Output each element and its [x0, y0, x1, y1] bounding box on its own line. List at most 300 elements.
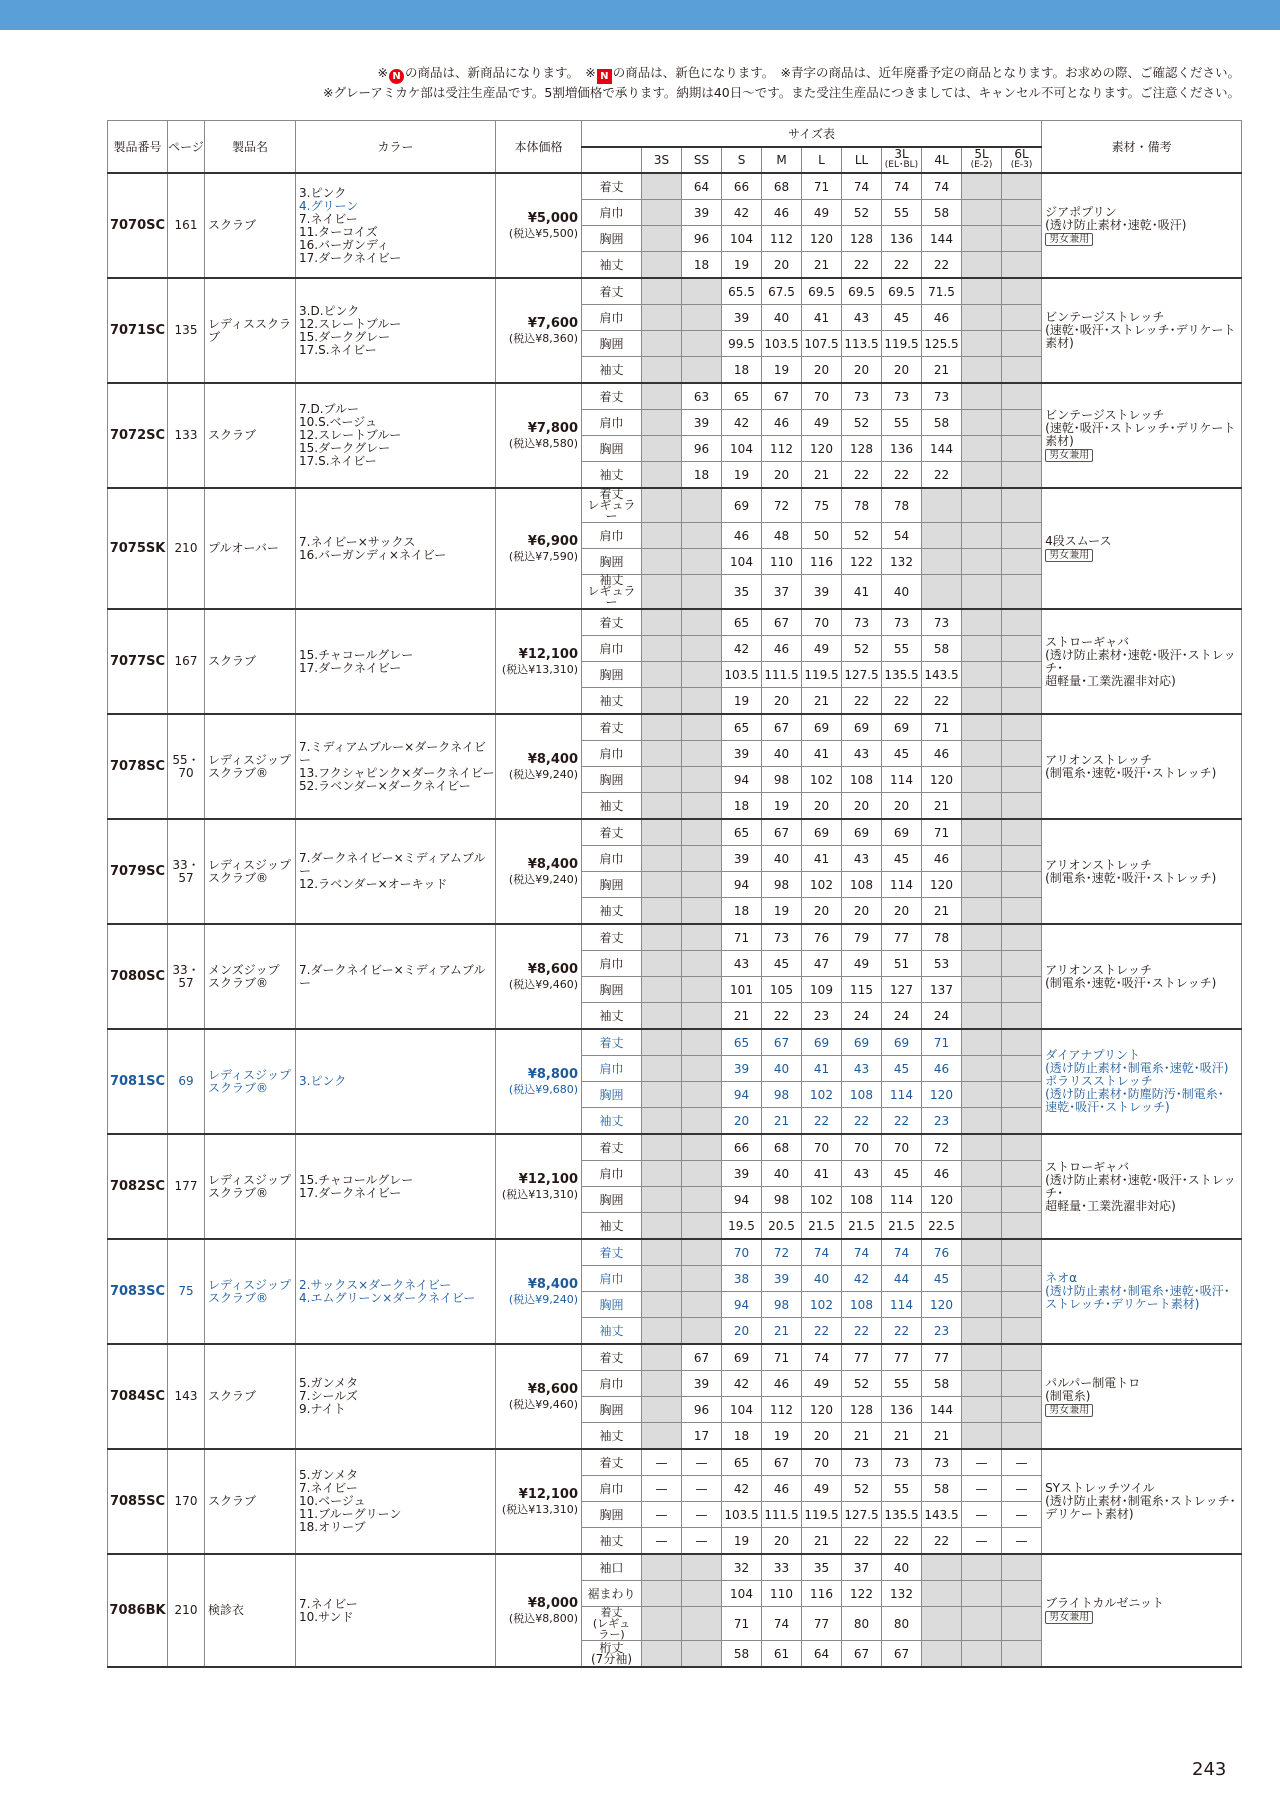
- size-value: [682, 1239, 722, 1266]
- price-tax-included: (税込¥9,240): [508, 767, 578, 781]
- measure-label: 袖丈: [582, 462, 642, 489]
- size-value: [1002, 741, 1042, 767]
- size-value: 98: [762, 767, 802, 793]
- product-code: 7083SC: [108, 1239, 168, 1344]
- size-value: 102: [802, 767, 842, 793]
- color-option: 17.ダークネイビー: [299, 250, 402, 265]
- measure-label: 胸囲: [582, 1502, 642, 1528]
- size-value: 22: [922, 252, 962, 279]
- material-line: 速乾･吸汗･ストレッチ): [1045, 1100, 1170, 1114]
- size-value: 55: [882, 636, 922, 662]
- size-value: 39: [722, 1161, 762, 1187]
- measure-label: 着丈: [582, 1239, 642, 1266]
- color-option: 7.ネイビー: [299, 1481, 358, 1495]
- price-tax-included: (税込¥9,460): [508, 977, 578, 991]
- size-value: 71: [802, 173, 842, 200]
- measure-label: 袖丈: [582, 1003, 642, 1030]
- size-value: [1002, 872, 1042, 898]
- size-value: 111.5: [762, 662, 802, 688]
- size-value: 22: [882, 1108, 922, 1135]
- size-value: 18: [722, 1423, 762, 1450]
- size-value: 74: [802, 1239, 842, 1266]
- size-value: 102: [802, 1082, 842, 1108]
- size-value: [682, 898, 722, 925]
- size-value: 74: [802, 1344, 842, 1371]
- size-value: 18: [682, 462, 722, 489]
- size-value: 49: [802, 1371, 842, 1397]
- size-value: 69: [802, 714, 842, 741]
- header-size-3s: [642, 147, 682, 173]
- size-value: 80: [882, 1607, 922, 1641]
- size-value: [962, 1344, 1002, 1371]
- size-value: [1002, 173, 1042, 200]
- color-option: 11.ブルーグリーン: [299, 1507, 402, 1521]
- size-value: 21: [762, 1318, 802, 1345]
- size-value: [962, 872, 1002, 898]
- measure-label: 着丈: [582, 714, 642, 741]
- product-colors: [296, 1449, 496, 1554]
- size-value: 21: [922, 1423, 962, 1450]
- size-value: [642, 305, 682, 331]
- size-value: [962, 488, 1002, 523]
- size-value: 49: [802, 200, 842, 226]
- size-value: 43: [842, 1161, 882, 1187]
- size-value: 22: [882, 1528, 922, 1555]
- color-option: 15.ダークグレー: [299, 441, 391, 455]
- size-label: SS: [693, 152, 710, 167]
- size-value: [962, 523, 1002, 549]
- product-colors: [296, 1239, 496, 1344]
- color-option: 16.バーガンディ×ネイビー: [299, 547, 447, 562]
- size-label: 5L: [974, 147, 989, 161]
- size-value: [642, 1641, 682, 1668]
- color-option: 17.S.ネイビー: [299, 342, 377, 357]
- material-notes: [1042, 819, 1242, 924]
- size-value: 52: [842, 1371, 882, 1397]
- size-value: 20: [882, 793, 922, 820]
- size-value: 73: [842, 609, 882, 636]
- size-value: 128: [842, 226, 882, 252]
- measure-label: 肩巾: [582, 1266, 642, 1292]
- measure-label: 肩巾: [582, 636, 642, 662]
- size-value: [642, 357, 682, 384]
- size-value: [962, 819, 1002, 846]
- size-value: 43: [842, 846, 882, 872]
- size-value: 94: [722, 767, 762, 793]
- size-value: 103.5: [722, 1502, 762, 1528]
- product-page: 210: [168, 1554, 205, 1667]
- material-line: アリオンストレッチ: [1045, 752, 1153, 767]
- size-value: 22: [882, 462, 922, 489]
- size-value: 22: [882, 688, 922, 715]
- product-page: 75: [168, 1239, 205, 1344]
- measure-label: 着丈: [582, 819, 642, 846]
- size-value: [642, 924, 682, 951]
- material-line: ジアポプリン: [1045, 204, 1117, 219]
- table-row: [108, 173, 1242, 200]
- measure-label: 胸囲: [582, 436, 642, 462]
- size-value: [682, 609, 722, 636]
- size-value: 18: [722, 793, 762, 820]
- color-option: 5.ガンメタ: [299, 1468, 359, 1482]
- product-colors: [296, 173, 496, 278]
- size-value: 39: [722, 305, 762, 331]
- size-value: 52: [842, 200, 882, 226]
- size-value: 72: [922, 1134, 962, 1161]
- size-value: [642, 488, 682, 523]
- price-main: ¥12,100: [518, 1171, 578, 1187]
- size-value: 49: [802, 410, 842, 436]
- size-value: 120: [922, 872, 962, 898]
- size-value: 20: [802, 793, 842, 820]
- size-value: 104: [722, 1397, 762, 1423]
- size-value: [962, 462, 1002, 489]
- size-value: [962, 1029, 1002, 1056]
- color-option: 2.サックス×ダークネイビー: [299, 1277, 452, 1292]
- size-value: 68: [762, 173, 802, 200]
- size-value: 104: [722, 226, 762, 252]
- size-value: [962, 1134, 1002, 1161]
- size-value: [962, 549, 1002, 575]
- size-value: 19: [722, 1528, 762, 1555]
- header-size-3l: [882, 147, 922, 173]
- size-value: 69: [722, 1344, 762, 1371]
- material-line: (透け防止素材･防塵防汚･制電糸･: [1045, 1087, 1224, 1101]
- size-value: 21.5: [802, 1213, 842, 1240]
- measure-label: 肩巾: [582, 1476, 642, 1502]
- size-sub-label: (EL･BL): [884, 160, 919, 170]
- price-tax-included: (税込¥8,580): [508, 436, 578, 450]
- size-value: 75: [802, 488, 842, 523]
- size-value: [682, 305, 722, 331]
- size-value: 70: [802, 383, 842, 410]
- size-value: [1002, 1344, 1042, 1371]
- material-line: 4段スムース: [1045, 534, 1112, 548]
- size-value: 21.5: [842, 1213, 882, 1240]
- table-row: [108, 1554, 1242, 1581]
- measure-label: 袖丈: [582, 688, 642, 715]
- size-value: 42: [722, 410, 762, 436]
- size-value: 40: [762, 741, 802, 767]
- size-value: 55: [882, 1476, 922, 1502]
- color-option: 9.ナイト: [299, 1402, 346, 1416]
- size-value: 42: [842, 1266, 882, 1292]
- size-value: 110: [762, 1581, 802, 1607]
- size-value: [642, 793, 682, 820]
- size-value: 74: [762, 1607, 802, 1641]
- size-value: [1002, 462, 1042, 489]
- color-option: 4.グリーン: [299, 198, 359, 213]
- size-value: —: [682, 1449, 722, 1476]
- product-name: 検診衣: [205, 1554, 296, 1667]
- price-tax-included: (税込¥9,240): [508, 1292, 578, 1306]
- header-size-4l: [922, 147, 962, 173]
- size-value: 107.5: [802, 331, 842, 357]
- size-value: 143.5: [922, 662, 962, 688]
- size-value: 42: [722, 1476, 762, 1502]
- product-page: 177: [168, 1134, 205, 1239]
- unisex-badge: 男女兼用: [1045, 1404, 1093, 1417]
- size-value: 46: [922, 846, 962, 872]
- size-value: 73: [882, 383, 922, 410]
- measure-label: 肩巾: [582, 410, 642, 436]
- material-line: ブライトカルゼニット: [1045, 1596, 1164, 1610]
- size-value: 112: [762, 436, 802, 462]
- size-value: 119.5: [802, 1502, 842, 1528]
- size-value: 128: [842, 436, 882, 462]
- size-value: 73: [842, 383, 882, 410]
- size-value: 125.5: [922, 331, 962, 357]
- size-value: 136: [882, 1397, 922, 1423]
- size-value: 18: [722, 898, 762, 925]
- size-value: 22: [842, 462, 882, 489]
- size-value: 73: [882, 1449, 922, 1476]
- size-value: 69: [882, 1029, 922, 1056]
- size-value: 46: [922, 1056, 962, 1082]
- measure-label: 胸囲: [582, 1397, 642, 1423]
- color-option: 17.ダークネイビー: [299, 1185, 402, 1200]
- material-notes: [1042, 1449, 1242, 1554]
- size-value: 24: [842, 1003, 882, 1030]
- size-value: [1002, 1134, 1042, 1161]
- size-value: 40: [882, 575, 922, 610]
- size-value: [962, 951, 1002, 977]
- size-value: [1002, 331, 1042, 357]
- size-value: 102: [802, 1292, 842, 1318]
- size-value: [642, 549, 682, 575]
- size-value: 32: [722, 1554, 762, 1581]
- measure-label: 胸囲: [582, 1292, 642, 1318]
- product-name: スクラブ: [205, 383, 296, 488]
- size-value: 23: [922, 1318, 962, 1345]
- size-value: [682, 1266, 722, 1292]
- size-value: 19: [762, 793, 802, 820]
- notes: [323, 64, 1240, 102]
- color-option: 3.ピンク: [299, 1074, 347, 1088]
- size-value: [962, 1581, 1002, 1607]
- material-line: デリケート素材): [1045, 1507, 1134, 1521]
- size-value: [682, 951, 722, 977]
- size-value: [682, 278, 722, 305]
- size-value: —: [642, 1502, 682, 1528]
- measure-label: 胸囲: [582, 226, 642, 252]
- size-value: 51: [882, 951, 922, 977]
- size-value: [962, 688, 1002, 715]
- size-value: 20: [762, 252, 802, 279]
- size-value: 21: [762, 1108, 802, 1135]
- product-name: レディスジップ スクラブ®: [205, 819, 296, 924]
- price-tax-included: (税込¥8,800): [508, 1611, 578, 1625]
- size-value: [962, 1292, 1002, 1318]
- size-value: 67: [762, 1029, 802, 1056]
- size-value: 22: [802, 1318, 842, 1345]
- color-option: 12.ラベンダー×オーキッド: [299, 877, 448, 891]
- size-value: [1002, 898, 1042, 925]
- size-value: [682, 488, 722, 523]
- size-value: 20: [762, 462, 802, 489]
- top-color-bar: [0, 0, 1280, 30]
- table-row: [108, 819, 1242, 846]
- size-value: 45: [882, 846, 922, 872]
- measure-label: 着丈: [582, 924, 642, 951]
- size-value: [1002, 1082, 1042, 1108]
- size-value: 53: [922, 951, 962, 977]
- color-option: 13.フクシャピンク×ダークネイビー: [299, 765, 495, 780]
- header-color: カラー: [296, 121, 496, 174]
- size-value: 20: [842, 793, 882, 820]
- size-value: [1002, 488, 1042, 523]
- size-value: 127: [882, 977, 922, 1003]
- size-value: 19: [722, 252, 762, 279]
- size-value: 35: [722, 575, 762, 610]
- size-value: 39: [722, 846, 762, 872]
- size-value: [962, 278, 1002, 305]
- size-value: [1002, 357, 1042, 384]
- size-table: [107, 120, 1242, 1668]
- size-value: 109: [802, 977, 842, 1003]
- size-value: 40: [802, 1266, 842, 1292]
- size-value: 67: [682, 1344, 722, 1371]
- size-value: [642, 331, 682, 357]
- material-line: ネオα: [1045, 1271, 1078, 1285]
- size-value: 49: [802, 1476, 842, 1502]
- product-colors: [296, 1344, 496, 1449]
- size-value: 94: [722, 872, 762, 898]
- size-value: 33: [762, 1554, 802, 1581]
- size-value: [682, 1607, 722, 1641]
- size-label: S: [737, 152, 746, 167]
- material-notes: [1042, 173, 1242, 278]
- size-value: [1002, 226, 1042, 252]
- product-name: レディスジップ スクラブ®: [205, 1239, 296, 1344]
- size-value: 20: [842, 898, 882, 925]
- size-value: [642, 1371, 682, 1397]
- product-colors: [296, 714, 496, 819]
- size-value: 103.5: [762, 331, 802, 357]
- price-tax-included: (税込¥9,680): [508, 1082, 578, 1096]
- size-value: 104: [722, 549, 762, 575]
- size-value: [962, 1213, 1002, 1240]
- size-value: 22: [882, 1318, 922, 1345]
- size-value: 127.5: [842, 1502, 882, 1528]
- header-size-5l: [962, 147, 1002, 173]
- size-value: [962, 1371, 1002, 1397]
- product-name: レディスジップ スクラブ®: [205, 1134, 296, 1239]
- measure-label: 着丈: [582, 1029, 642, 1056]
- product-code: 7081SC: [108, 1029, 168, 1134]
- product-page: 210: [168, 488, 205, 609]
- measure-label: 着丈: [582, 278, 642, 305]
- size-value: —: [1002, 1502, 1042, 1528]
- size-value: [1002, 1371, 1042, 1397]
- size-value: 69: [802, 819, 842, 846]
- size-value: 98: [762, 1082, 802, 1108]
- header-price: 本体価格: [496, 121, 582, 174]
- size-value: 76: [922, 1239, 962, 1266]
- material-notes: [1042, 383, 1242, 488]
- product-price: [496, 819, 582, 924]
- size-value: 71.5: [922, 278, 962, 305]
- size-value: 22: [882, 252, 922, 279]
- price-tax-included: (税込¥9,240): [508, 872, 578, 886]
- header-size-s: [722, 147, 762, 173]
- material-line: パルパー制電トロ: [1045, 1375, 1141, 1390]
- size-value: 42: [722, 200, 762, 226]
- size-value: 20: [842, 357, 882, 384]
- product-name: スクラブ: [205, 609, 296, 714]
- size-value: [642, 1134, 682, 1161]
- measure-label: 袖丈: [582, 793, 642, 820]
- product-price: [496, 173, 582, 278]
- size-value: 114: [882, 1187, 922, 1213]
- measure-label: 袖丈: [582, 1108, 642, 1135]
- size-value: 71: [922, 1029, 962, 1056]
- material-line: ストローギャバ: [1045, 1159, 1130, 1174]
- size-value: 43: [842, 305, 882, 331]
- measure-label: 着丈 (レギュ ラー): [582, 1607, 642, 1641]
- size-value: 116: [802, 549, 842, 575]
- size-value: 45: [882, 1056, 922, 1082]
- table-row: [108, 1239, 1242, 1266]
- size-value: 74: [882, 1239, 922, 1266]
- size-value: 19: [762, 357, 802, 384]
- product-colors: [296, 278, 496, 383]
- size-value: 112: [762, 226, 802, 252]
- size-value: 120: [802, 226, 842, 252]
- size-value: [642, 1161, 682, 1187]
- size-value: [642, 436, 682, 462]
- product-code: 7086BK: [108, 1554, 168, 1667]
- size-value: 49: [842, 951, 882, 977]
- material-line: (制電糸･速乾･吸汗･ストレッチ): [1045, 765, 1217, 780]
- header-material: 素材・備考: [1042, 121, 1242, 174]
- price-main: ¥8,400: [527, 751, 578, 767]
- size-value: 21.5: [882, 1213, 922, 1240]
- size-value: [962, 1003, 1002, 1030]
- size-value: [962, 636, 1002, 662]
- size-sub-label: (E-3): [1010, 160, 1033, 170]
- unisex-badge: 男女兼用: [1045, 1611, 1093, 1624]
- size-value: [922, 1581, 962, 1607]
- size-value: [1002, 523, 1042, 549]
- size-value: 98: [762, 872, 802, 898]
- size-value: 22: [922, 462, 962, 489]
- size-value: [642, 200, 682, 226]
- product-colors: [296, 924, 496, 1029]
- table-row: [108, 1029, 1242, 1056]
- size-value: 22: [842, 1318, 882, 1345]
- size-value: [682, 1108, 722, 1135]
- size-value: [682, 872, 722, 898]
- size-value: 18: [682, 252, 722, 279]
- size-value: 104: [722, 1581, 762, 1607]
- size-value: 19: [722, 688, 762, 715]
- size-value: [682, 714, 722, 741]
- product-price: [496, 1554, 582, 1667]
- material-notes: [1042, 924, 1242, 1029]
- product-page: 135: [168, 278, 205, 383]
- new-product-badge-icon: N: [389, 69, 404, 84]
- size-value: [1002, 575, 1042, 610]
- size-value: 119.5: [802, 662, 842, 688]
- price-tax-included: (税込¥5,500): [508, 226, 578, 240]
- size-value: 46: [922, 741, 962, 767]
- size-value: [682, 924, 722, 951]
- size-value: 94: [722, 1292, 762, 1318]
- size-value: [682, 331, 722, 357]
- size-value: [922, 1641, 962, 1668]
- size-value: 70: [882, 1134, 922, 1161]
